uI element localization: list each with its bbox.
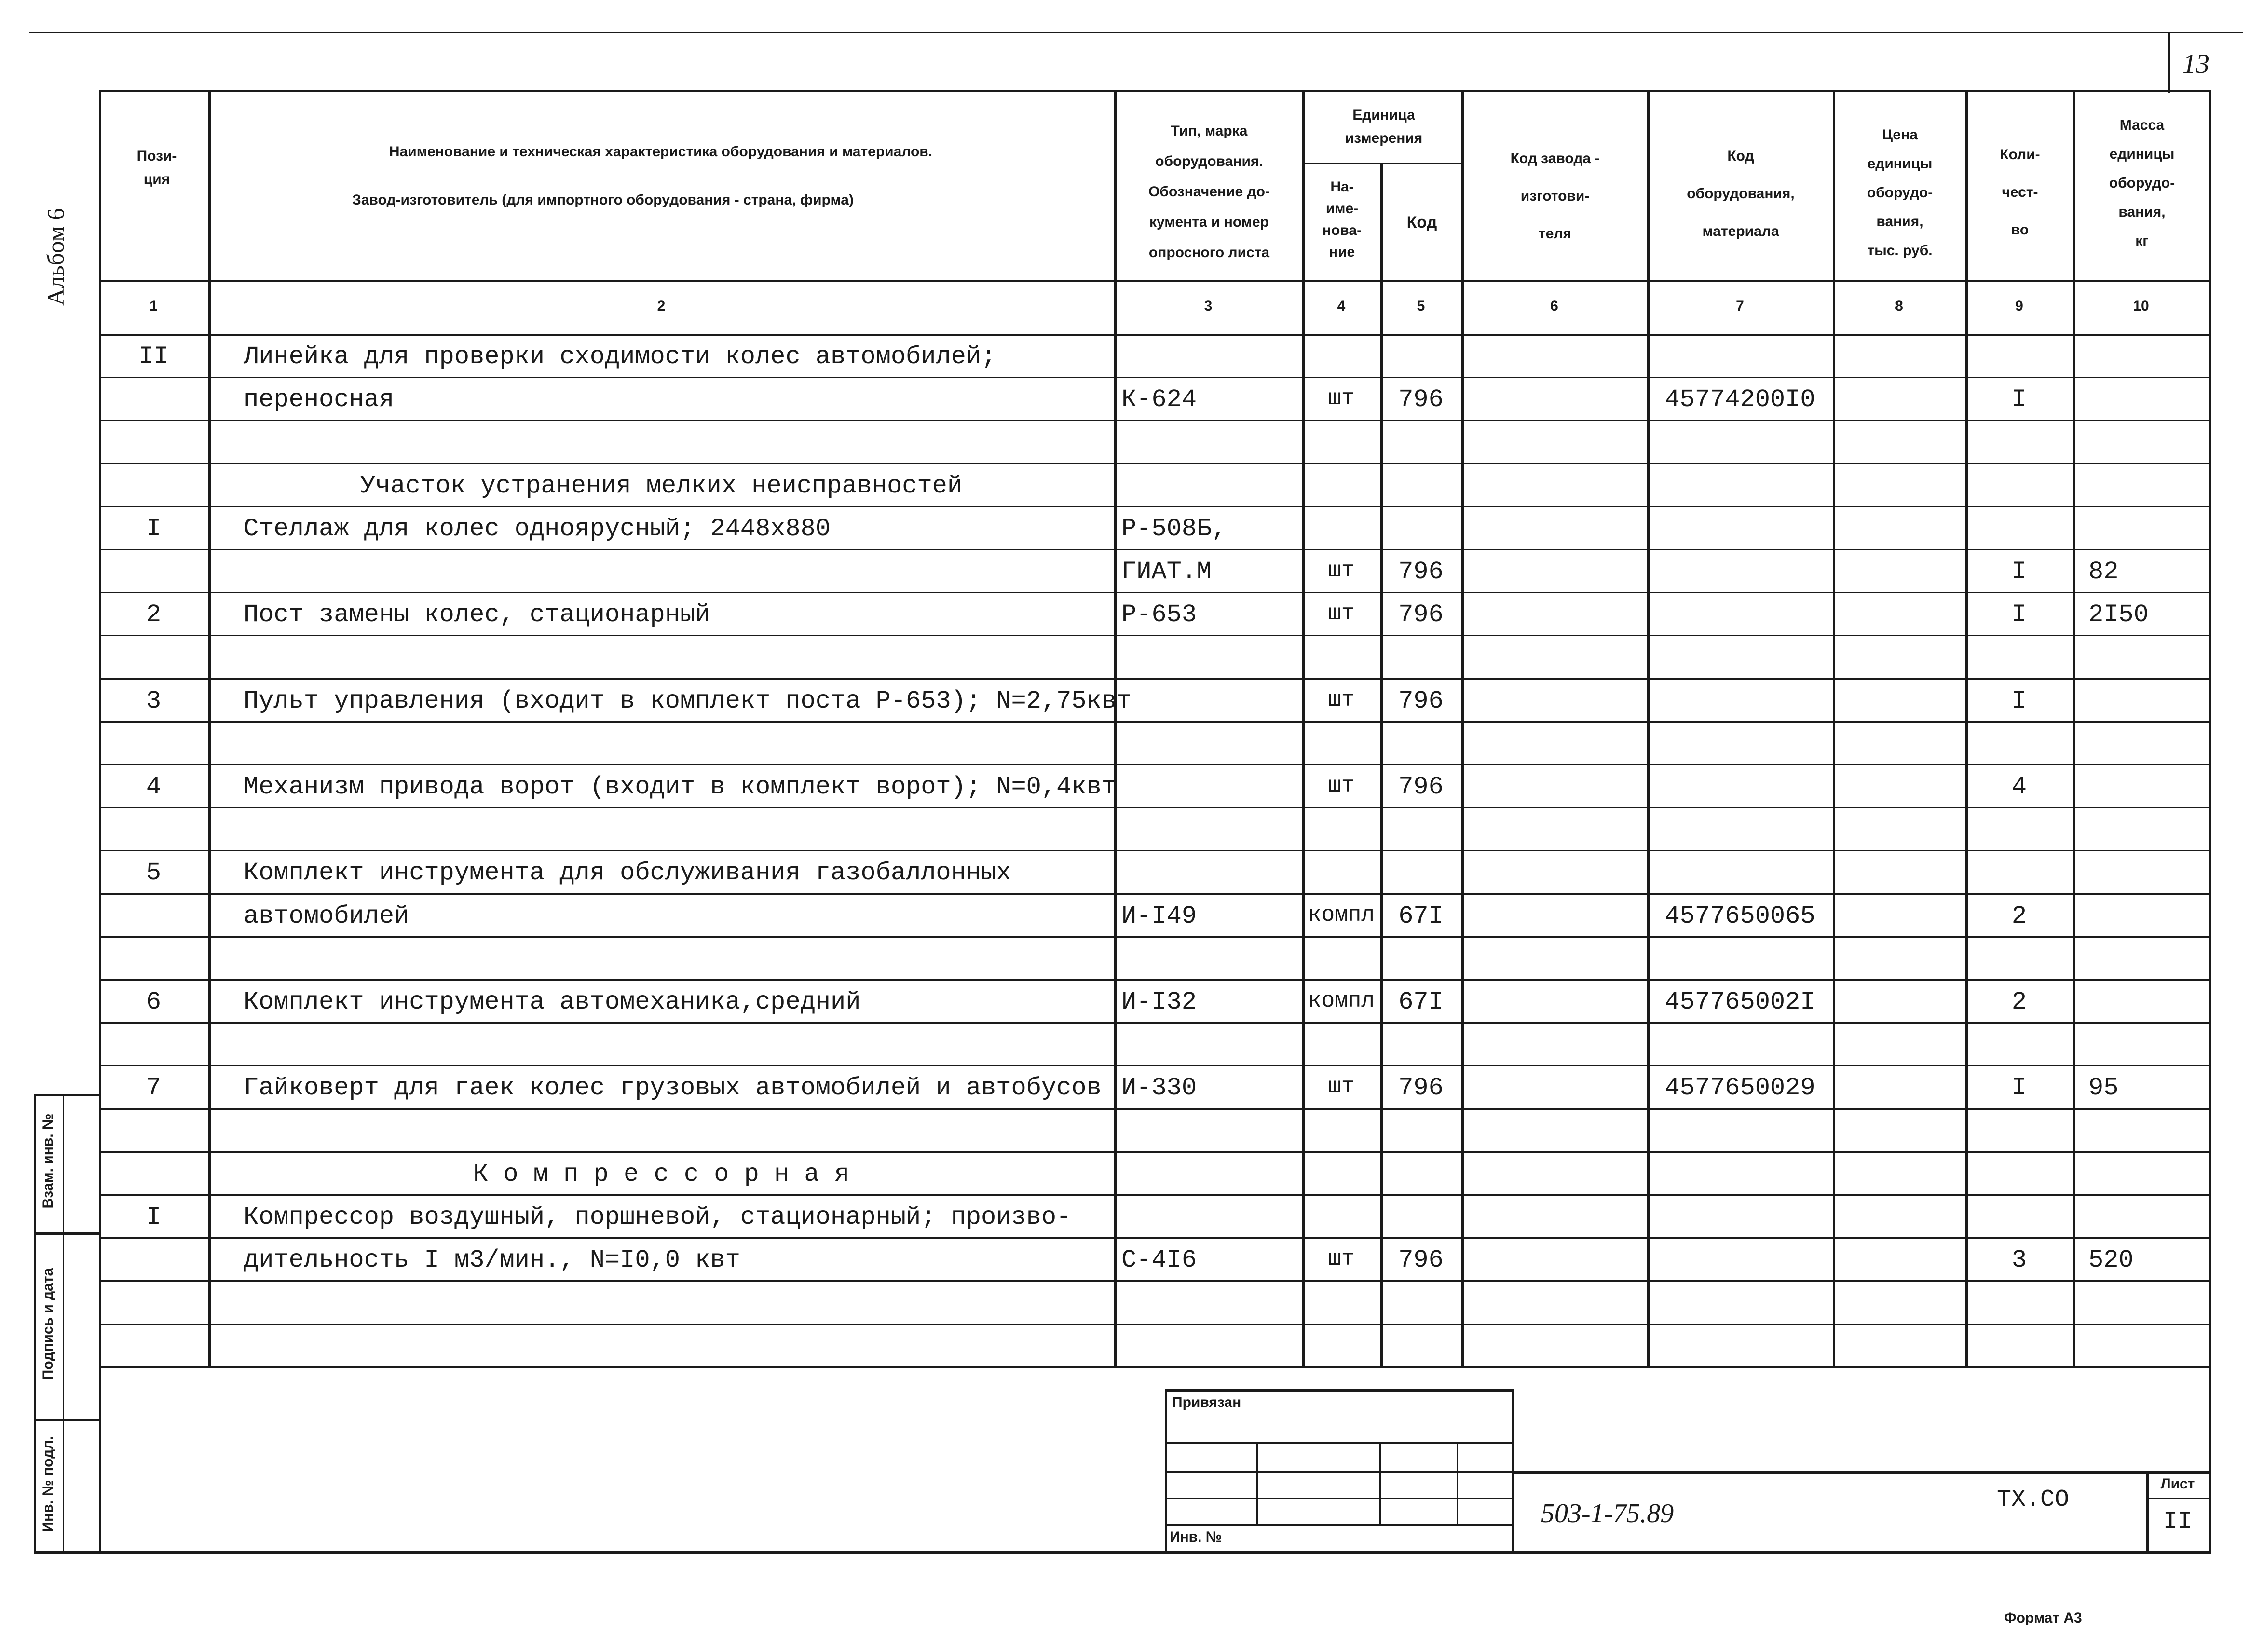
row-rule [99,592,2211,593]
document-mark: ТХ.СО [1997,1486,2070,1514]
stamp-col-3 [1457,1442,1458,1524]
row-name-cell: Комплект инструмента автомеханика,средний [244,988,861,1016]
row-mass-cell: 2I50 [2088,601,2149,629]
colnum-10: 10 [2133,298,2149,314]
row-unit-cell: шт [1328,687,1355,712]
row-equipment-code-cell: 457765002I [1664,988,1815,1016]
header-unit-code: Код [1406,213,1437,232]
row-qty-cell: I [2011,1074,2027,1103]
row-qty-cell: I [2011,601,2027,629]
row-code-cell: 796 [1398,385,1444,414]
row-pos-cell: II [138,342,169,371]
row-qty-cell: 2 [2011,901,2027,930]
col-line-4 [1380,163,1383,1368]
side-strip-left [34,1094,36,1552]
colnum-2: 2 [657,298,666,314]
row-qty-cell: I [2011,686,2027,715]
sheet-label: Лист [2160,1476,2195,1492]
row-type-cell: С-4I6 [1121,1246,1197,1275]
header-price: Цена единицы оборудо- вания, тыс. руб. [1867,127,1933,259]
format-label: Формат А3 [2004,1610,2082,1626]
col-line-5 [1461,90,1464,1368]
album-label: Альбом 6 [42,208,69,306]
col-line-2 [1114,90,1117,1368]
row-name-cell: Участок устранения мелких неисправностей [360,471,963,500]
side-podl: Инв. № подл. [40,1436,56,1532]
colnum-7: 7 [1736,298,1744,314]
page-number-frame [2168,32,2170,93]
header-equipment-code: Код оборудования, материала [1687,148,1795,239]
stamp-col-2 [1379,1442,1381,1524]
row-code-cell: 67I [1398,901,1444,930]
row-unit-cell: шт [1328,1246,1355,1272]
row-qty-cell: 3 [2011,1246,2027,1275]
colnum-4: 4 [1337,298,1346,314]
stamp-inv-number: Инв. № [1170,1529,1222,1545]
row-rule [99,1151,2211,1153]
row-code-cell: 67I [1398,988,1444,1016]
row-rule [99,1324,2211,1325]
header-quantity: Коли- чест- во [2000,147,2040,238]
row-type-cell: К-624 [1121,385,1197,414]
colnum-6: 6 [1550,298,1558,314]
stamp-top [1165,1389,1514,1392]
row-mass-cell: 82 [2088,558,2119,586]
title-block-top [1512,1471,2209,1474]
row-name-cell: Пост замены колес, стационарный [244,601,710,629]
stamp-rule-3 [1165,1498,1512,1499]
col-line-9 [2073,90,2075,1368]
row-qty-cell: 4 [2011,773,2027,801]
col-line-8 [1965,90,1968,1368]
stamp-right [1512,1389,1514,1551]
row-mass-cell: 520 [2088,1246,2134,1275]
header-mass: Масса единицы оборудо- вания, кг [2109,117,2175,249]
row-code-cell: 796 [1398,601,1444,629]
header-factory-code: Код завода - изготови- теля [1510,150,1600,242]
stamp-rule-4 [1165,1524,1512,1526]
col-line-7 [1833,90,1835,1368]
row-unit-cell: шт [1328,1074,1355,1100]
row-name-cell: переносная [244,385,395,414]
row-name-cell: автомобилей [244,901,409,930]
stamp-privyazan: Привязан [1172,1394,1241,1410]
stamp-col-1 [1256,1442,1258,1524]
row-pos-cell: I [146,1203,162,1231]
row-mass-cell: 95 [2088,1074,2119,1103]
colnum-1: 1 [150,298,158,314]
row-type-cell: Р-508Б, [1121,514,1227,543]
row-qty-cell: I [2011,558,2027,586]
row-name-cell: Механизм привода ворот (входит в комплект ворот); N=0,4квт [244,773,1117,801]
colnum-3: 3 [1204,298,1213,314]
header-unit: Единица измерения [1345,107,1423,146]
row-rule [99,721,2211,723]
row-name-cell: К о м п р е с с о р н а я [473,1160,850,1188]
row-qty-cell: 2 [2011,988,2027,1016]
row-rule [99,1022,2211,1024]
row-code-cell: 796 [1398,686,1444,715]
row-pos-cell: 3 [146,686,162,715]
header-name-line1: Наименование и техническая характеристика оборудования и материалов. [389,144,933,160]
row-name-cell: Пульт управления (входит в комплект поста Р-653); N=2,75квт [244,686,1132,715]
row-rule [99,850,2211,851]
row-name-cell: дительность I м3/мин., N=I0,0 квт [244,1246,740,1275]
row-unit-cell: шт [1328,773,1355,798]
row-equipment-code-cell: 45774200I0 [1664,385,1815,414]
row-type-cell: Р-653 [1121,601,1197,629]
row-qty-cell: I [2011,385,2027,414]
header-position: Пози- ция [136,148,177,187]
row-rule [99,1108,2211,1110]
row-pos-cell: I [146,514,162,543]
row-type-cell: ГИАТ.М [1121,558,1212,586]
side-strip-divider [63,1094,64,1552]
row-rule [99,764,2211,765]
row-pos-cell: 6 [146,988,162,1016]
header-unit-name: На- име- нова- ние [1322,179,1362,260]
header-name-line2: Завод-изготовитель (для импортного оборудования - страна, фирма) [352,192,854,208]
row-rule [99,506,2211,507]
row-code-cell: 796 [1398,558,1444,586]
header-type: Тип, марка оборудования. Обозначение до- кумента и номер опросного листа [1148,123,1270,260]
colnum-8: 8 [1895,298,1903,314]
page-number: 13 [2182,49,2209,79]
row-equipment-code-cell: 4577650029 [1664,1074,1815,1103]
row-code-cell: 796 [1398,1246,1444,1275]
row-rule [99,635,2211,636]
stamp-left [1165,1389,1167,1551]
row-type-cell: И-I32 [1121,988,1197,1016]
row-rule [99,420,2211,421]
document-code: 503-1-75.89 [1541,1499,1674,1529]
row-type-cell: И-330 [1121,1074,1197,1103]
row-name-cell: Комплект инструмента для обслуживания газобаллонных [244,859,1011,887]
row-unit-cell: компл [1308,902,1375,928]
frame-bottom [34,1551,2211,1554]
stamp-rule-2 [1165,1471,1512,1473]
colnum-9: 9 [2015,298,2023,314]
frame-right [2209,90,2211,1552]
row-rule [99,1280,2211,1282]
sheet-number: II [2163,1508,2192,1535]
row-rule [99,1237,2211,1239]
col-line-6 [1647,90,1650,1368]
row-unit-cell: шт [1328,558,1355,583]
row-rule [99,807,2211,808]
row-name-cell: Компрессор воздушный, поршневой, стационарный; произво- [244,1203,1072,1231]
colnum-bottom-rule [99,334,2211,336]
side-vzam: Взам. инв. № [40,1113,56,1209]
row-unit-cell: шт [1328,386,1355,411]
side-podpis: Подпись и дата [40,1268,56,1380]
row-rule [99,678,2211,680]
row-unit-cell: компл [1308,988,1375,1013]
row-name-cell: Линейка для проверки сходимости колес автомобилей; [244,342,996,371]
row-type-cell: И-I49 [1121,901,1197,930]
row-pos-cell: 7 [146,1074,162,1103]
row-rule [99,549,2211,550]
row-rule [99,463,2211,464]
col-line-3 [1302,90,1305,1368]
colnum-5: 5 [1417,298,1425,314]
row-unit-cell: шт [1328,601,1355,627]
row-code-cell: 796 [1398,773,1444,801]
row-pos-cell: 5 [146,859,162,887]
row-equipment-code-cell: 4577650065 [1664,901,1815,930]
row-name-cell: Гайковерт для гаек колес грузовых автомобилей и автобусов [244,1074,1102,1103]
frame-top [99,90,2211,92]
row-rule [99,893,2211,895]
row-rule [99,1065,2211,1066]
row-rule [99,979,2211,981]
stamp-rule-1 [1165,1442,1512,1444]
row-code-cell: 796 [1398,1074,1444,1103]
row-rule [99,936,2211,938]
top-rule [29,32,2243,33]
row-name-cell: Стеллаж для колес одноярусный; 2448х880 [244,514,831,543]
row-rule [99,1366,2211,1368]
row-rule [99,1194,2211,1196]
sheet-box-rule [2146,1498,2209,1499]
header-bottom-rule [99,280,2211,282]
row-rule [99,377,2211,378]
row-pos-cell: 2 [146,601,162,629]
row-pos-cell: 4 [146,773,162,801]
